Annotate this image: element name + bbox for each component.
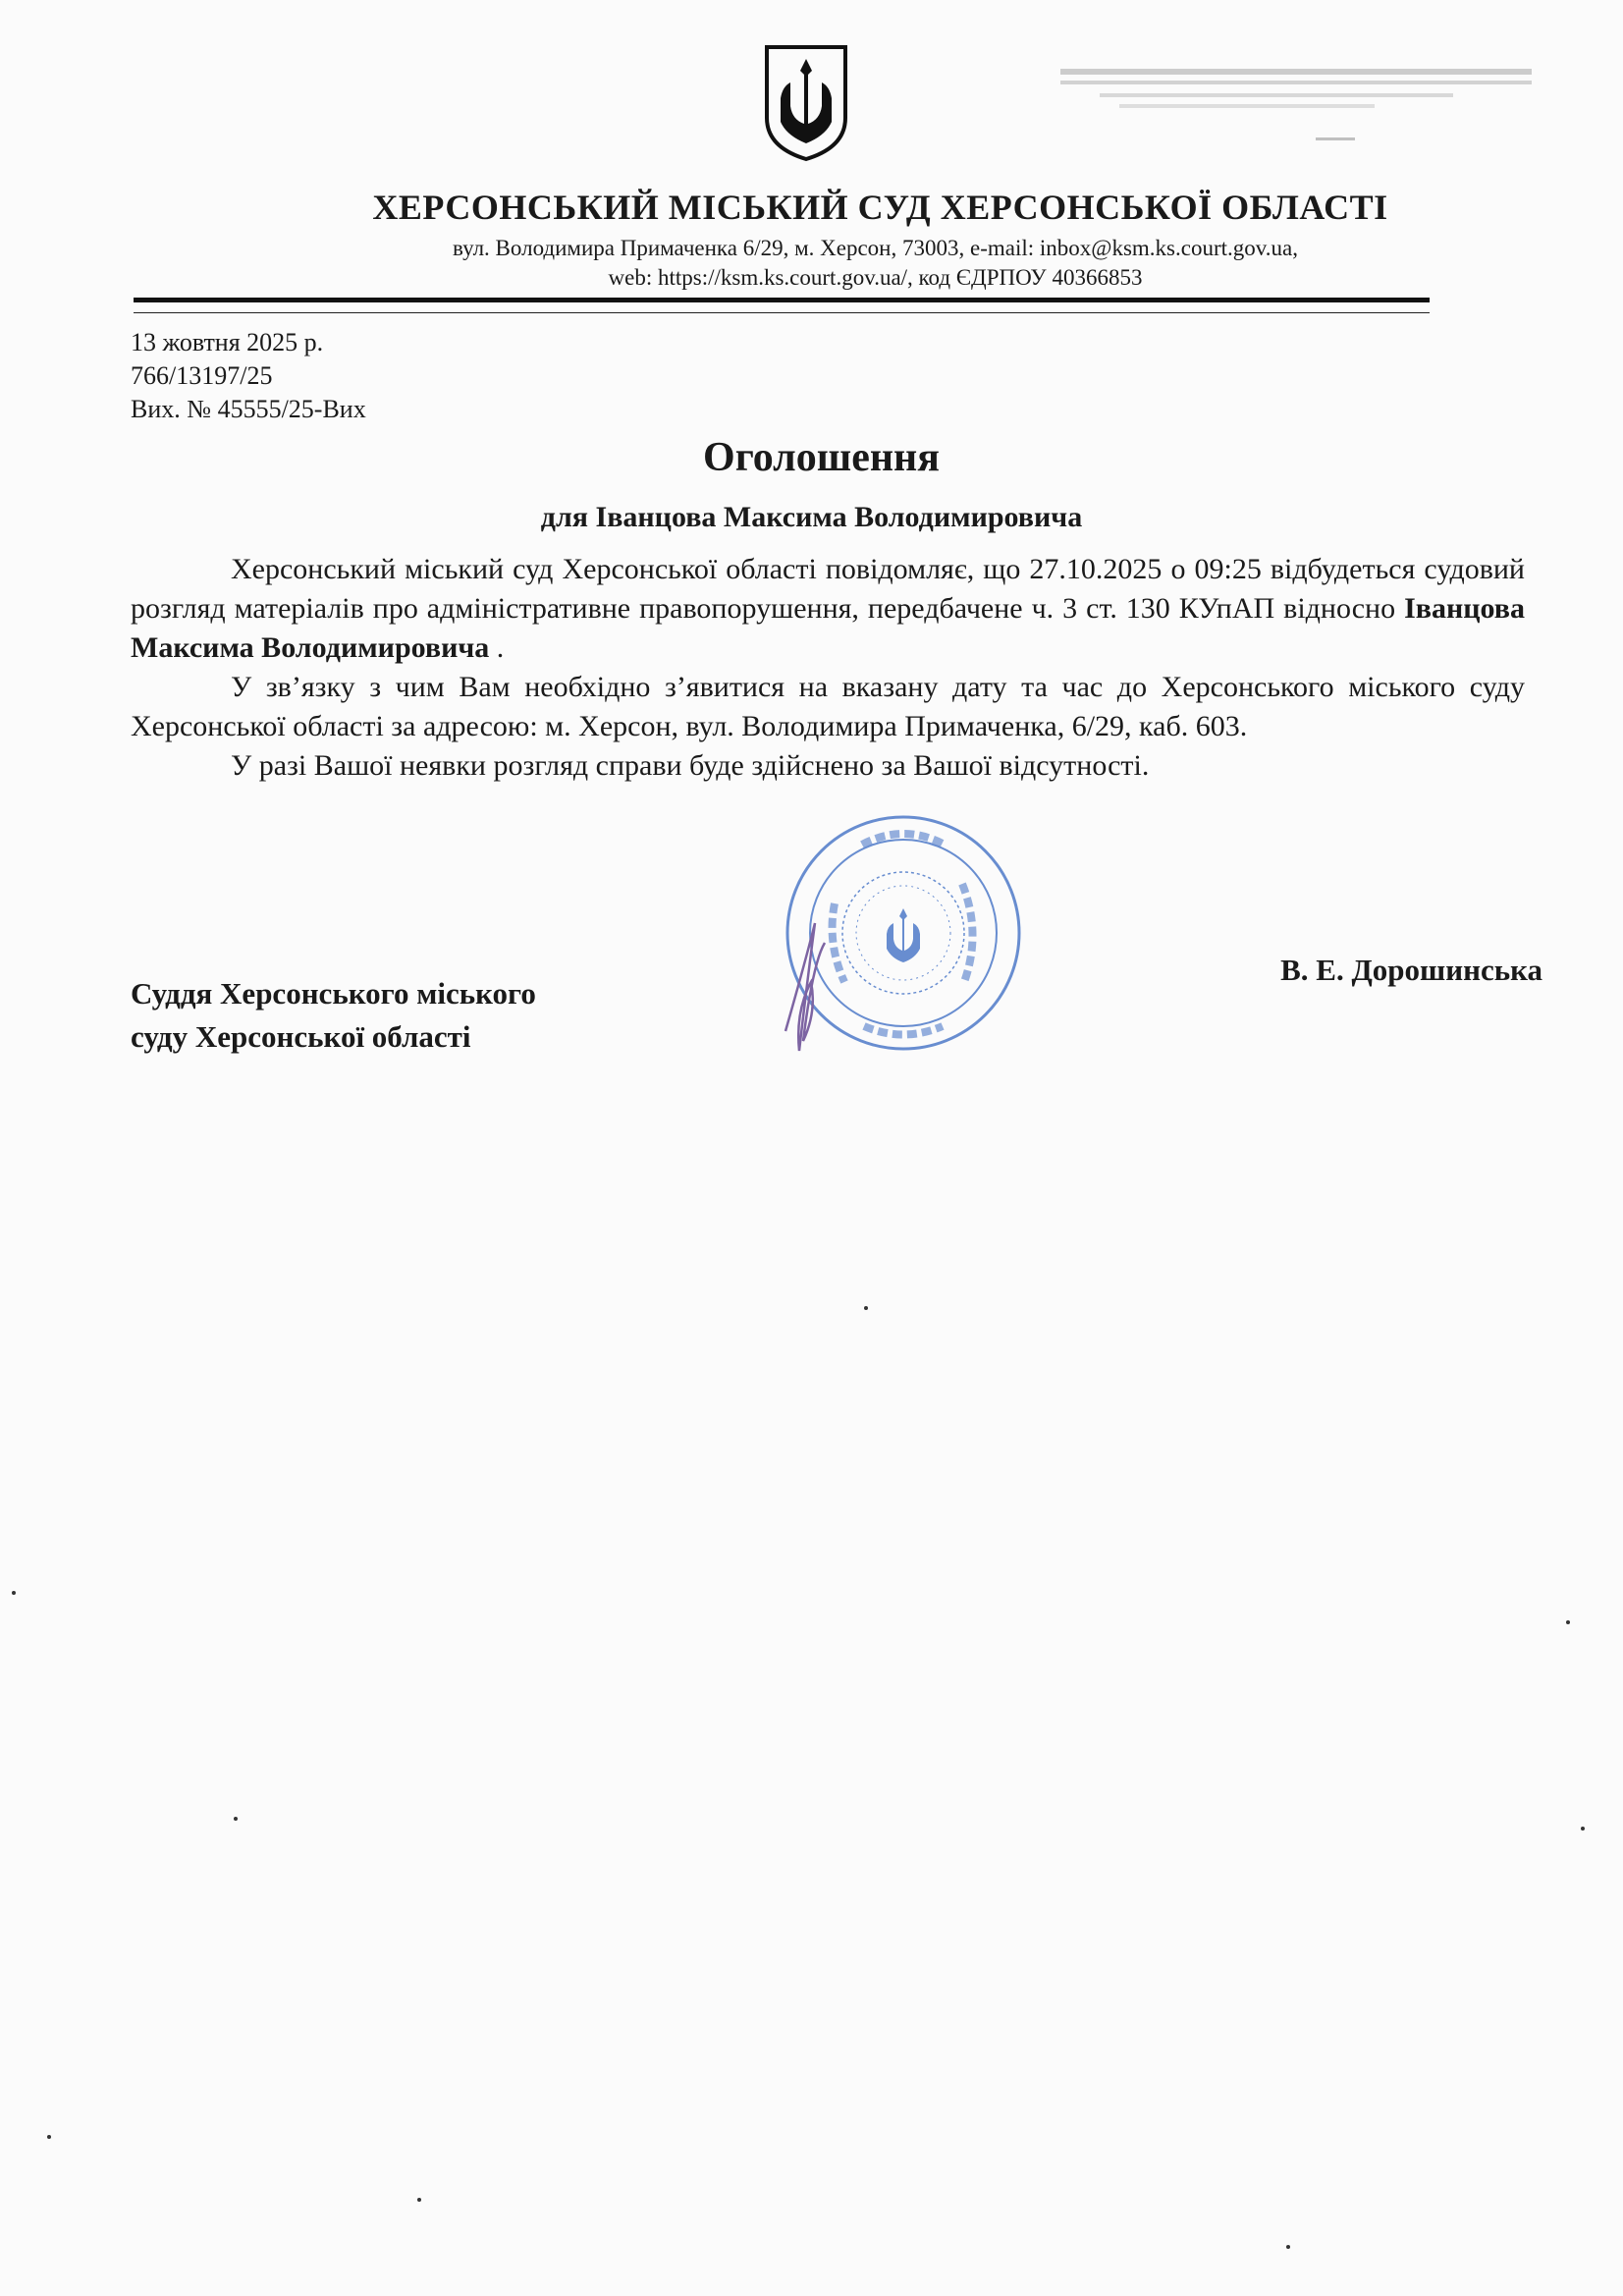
header-divider-thin	[134, 312, 1430, 313]
scan-speck	[1581, 1827, 1585, 1831]
address-line: вул. Володимира Примаченка 6/29, м. Херсон, 73003, e-mail: inbox@ksm.ks.court.gov.ua,	[453, 236, 1298, 260]
scan-speck	[1566, 1620, 1570, 1624]
judge-position	[131, 972, 536, 1059]
court-seal	[746, 786, 1041, 1080]
header-divider	[134, 298, 1430, 302]
judge-position-line: Суддя Херсонського міського	[131, 976, 536, 1011]
scan-speck	[12, 1591, 16, 1595]
court-address	[0, 234, 1623, 293]
scan-speck	[417, 2198, 421, 2202]
document-title: Оголошення	[703, 435, 940, 480]
scan-speck	[1286, 2245, 1290, 2249]
case-number: 766/13197/25	[131, 361, 273, 390]
paragraph-end: .	[489, 631, 505, 664]
addressee: для Іванцова Максима Володимировича	[540, 501, 1083, 533]
defendant-name: Іванцова Максима Володимировича	[131, 592, 1525, 664]
paragraph-absence: У разі Вашої неявки розгляд справи буде здійснено за Вашої відсутності.	[231, 749, 1150, 782]
scan-speck	[47, 2135, 51, 2139]
scan-speck	[864, 1306, 868, 1310]
judge-position-line: суду Херсонської області	[131, 1019, 471, 1054]
paragraph-hearing	[131, 550, 1525, 668]
paragraph-summons: У зв’язку з чим Вам необхідно з’явитися на вказану дату та час до Херсонського міського суду Херсонської області за адресою: м. Херсон, вул. Володимира Примаченка, 6/29, каб. 603.	[131, 671, 1525, 742]
outgoing-number: Вих. № 45555/25-Вих	[131, 395, 366, 423]
web-line: web: https://ksm.ks.court.gov.ua/, код ЄДРПОУ 40366853	[608, 265, 1143, 290]
document-meta	[131, 326, 366, 426]
scanner-mark	[1041, 39, 1551, 147]
paragraph-text: Херсонський міський суд Херсонської області повідомляє, що 27.10.2025 о 09:25 відбудеться судовий розгляд матеріалів про адміністративне правопорушення, передбачене ч. 3 ст. 130 КУпАП відносно	[131, 553, 1525, 625]
judge-name: В. Е. Дорошинська	[1280, 953, 1542, 987]
document-body	[131, 550, 1525, 786]
court-name: ХЕРСОНСЬКИЙ МІСЬКИЙ СУД ХЕРСОНСЬКОЇ ОБЛАСТІ	[372, 188, 1388, 227]
coat-of-arms-icon	[761, 41, 851, 164]
scan-speck	[234, 1817, 238, 1821]
document-date: 13 жовтня 2025 р.	[131, 328, 324, 356]
